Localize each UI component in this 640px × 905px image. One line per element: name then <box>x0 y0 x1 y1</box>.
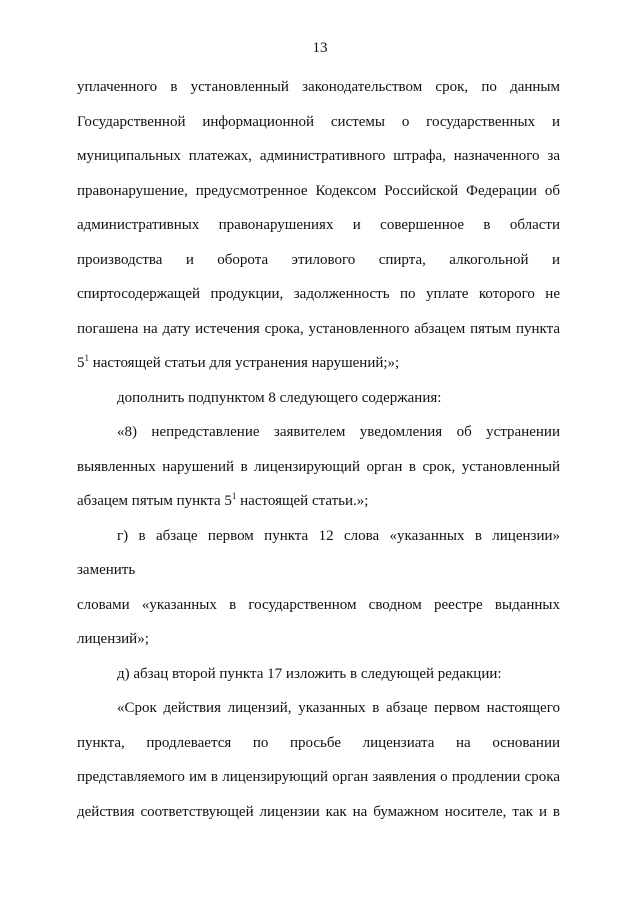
paragraph-4 <box>77 519 560 657</box>
text-line: пункта, продлевается по просьбе лицензиата на основании <box>77 734 560 751</box>
text-line: словами «указанных в государственном сводном реестре выданных <box>77 596 560 613</box>
text-line: муниципальных платежах, административного штрафа, назначенного за <box>77 148 560 164</box>
document-body <box>77 70 560 829</box>
text-line: «Срок действия лицензий, указанных в абзаце первом настоящего <box>117 700 560 716</box>
paragraph-2 <box>77 381 560 416</box>
text-line: спиртосодержащей продукции, задолженность по уплате которого не <box>77 286 560 302</box>
text-fragment: 5 <box>77 355 85 371</box>
paragraph-3 <box>77 415 560 519</box>
superscript: 1 <box>84 353 89 363</box>
text-fragment: абзацем пятым пункта 5 <box>77 493 232 509</box>
page-number: 13 <box>312 40 328 56</box>
text-line <box>77 484 560 519</box>
text-line: погашена на дату истечения срока, установленного абзацем пятым пункта <box>77 320 560 337</box>
superscript: 1 <box>231 491 237 501</box>
text-line: г) в абзаце первом пункта 12 слова «указанных в лицензии» заменить <box>77 527 560 578</box>
paragraph-5 <box>77 657 560 692</box>
text-line: действия соответствующей лицензии как на бумажном носителе, так и в <box>77 803 560 820</box>
text-fragment: настоящей статьи для устранения нарушений;»; <box>89 355 400 371</box>
text-line: уплаченного в установленный законодательством срок, по данным <box>77 79 560 95</box>
text-line: административных правонарушениях и совершенное в области <box>77 217 560 233</box>
paragraph-6 <box>77 691 560 829</box>
text-line: д) абзац второй пункта 17 изложить в следующей редакции: <box>117 665 502 682</box>
text-line: дополнить подпунктом 8 следующего содержания: <box>117 389 442 406</box>
text-fragment: настоящей статьи.»; <box>236 493 369 509</box>
text-line <box>77 346 560 381</box>
text-line: правонарушение, предусмотренное Кодексом Российской Федерации об <box>77 182 560 199</box>
text-line: лицензий»; <box>77 631 149 647</box>
text-line: выявленных нарушений в лицензирующий орган в срок, установленный <box>77 458 560 475</box>
text-line: «8) непредставление заявителем уведомления об устранении <box>117 424 560 440</box>
text-line: представляемого им в лицензирующий орган заявления о продлении срока <box>77 769 560 785</box>
text-line: производства и оборота этилового спирта, алкогольной и <box>77 251 560 268</box>
text-line: Государственной информационной системы о государственных и <box>77 113 560 130</box>
paragraph-1 <box>77 70 560 381</box>
